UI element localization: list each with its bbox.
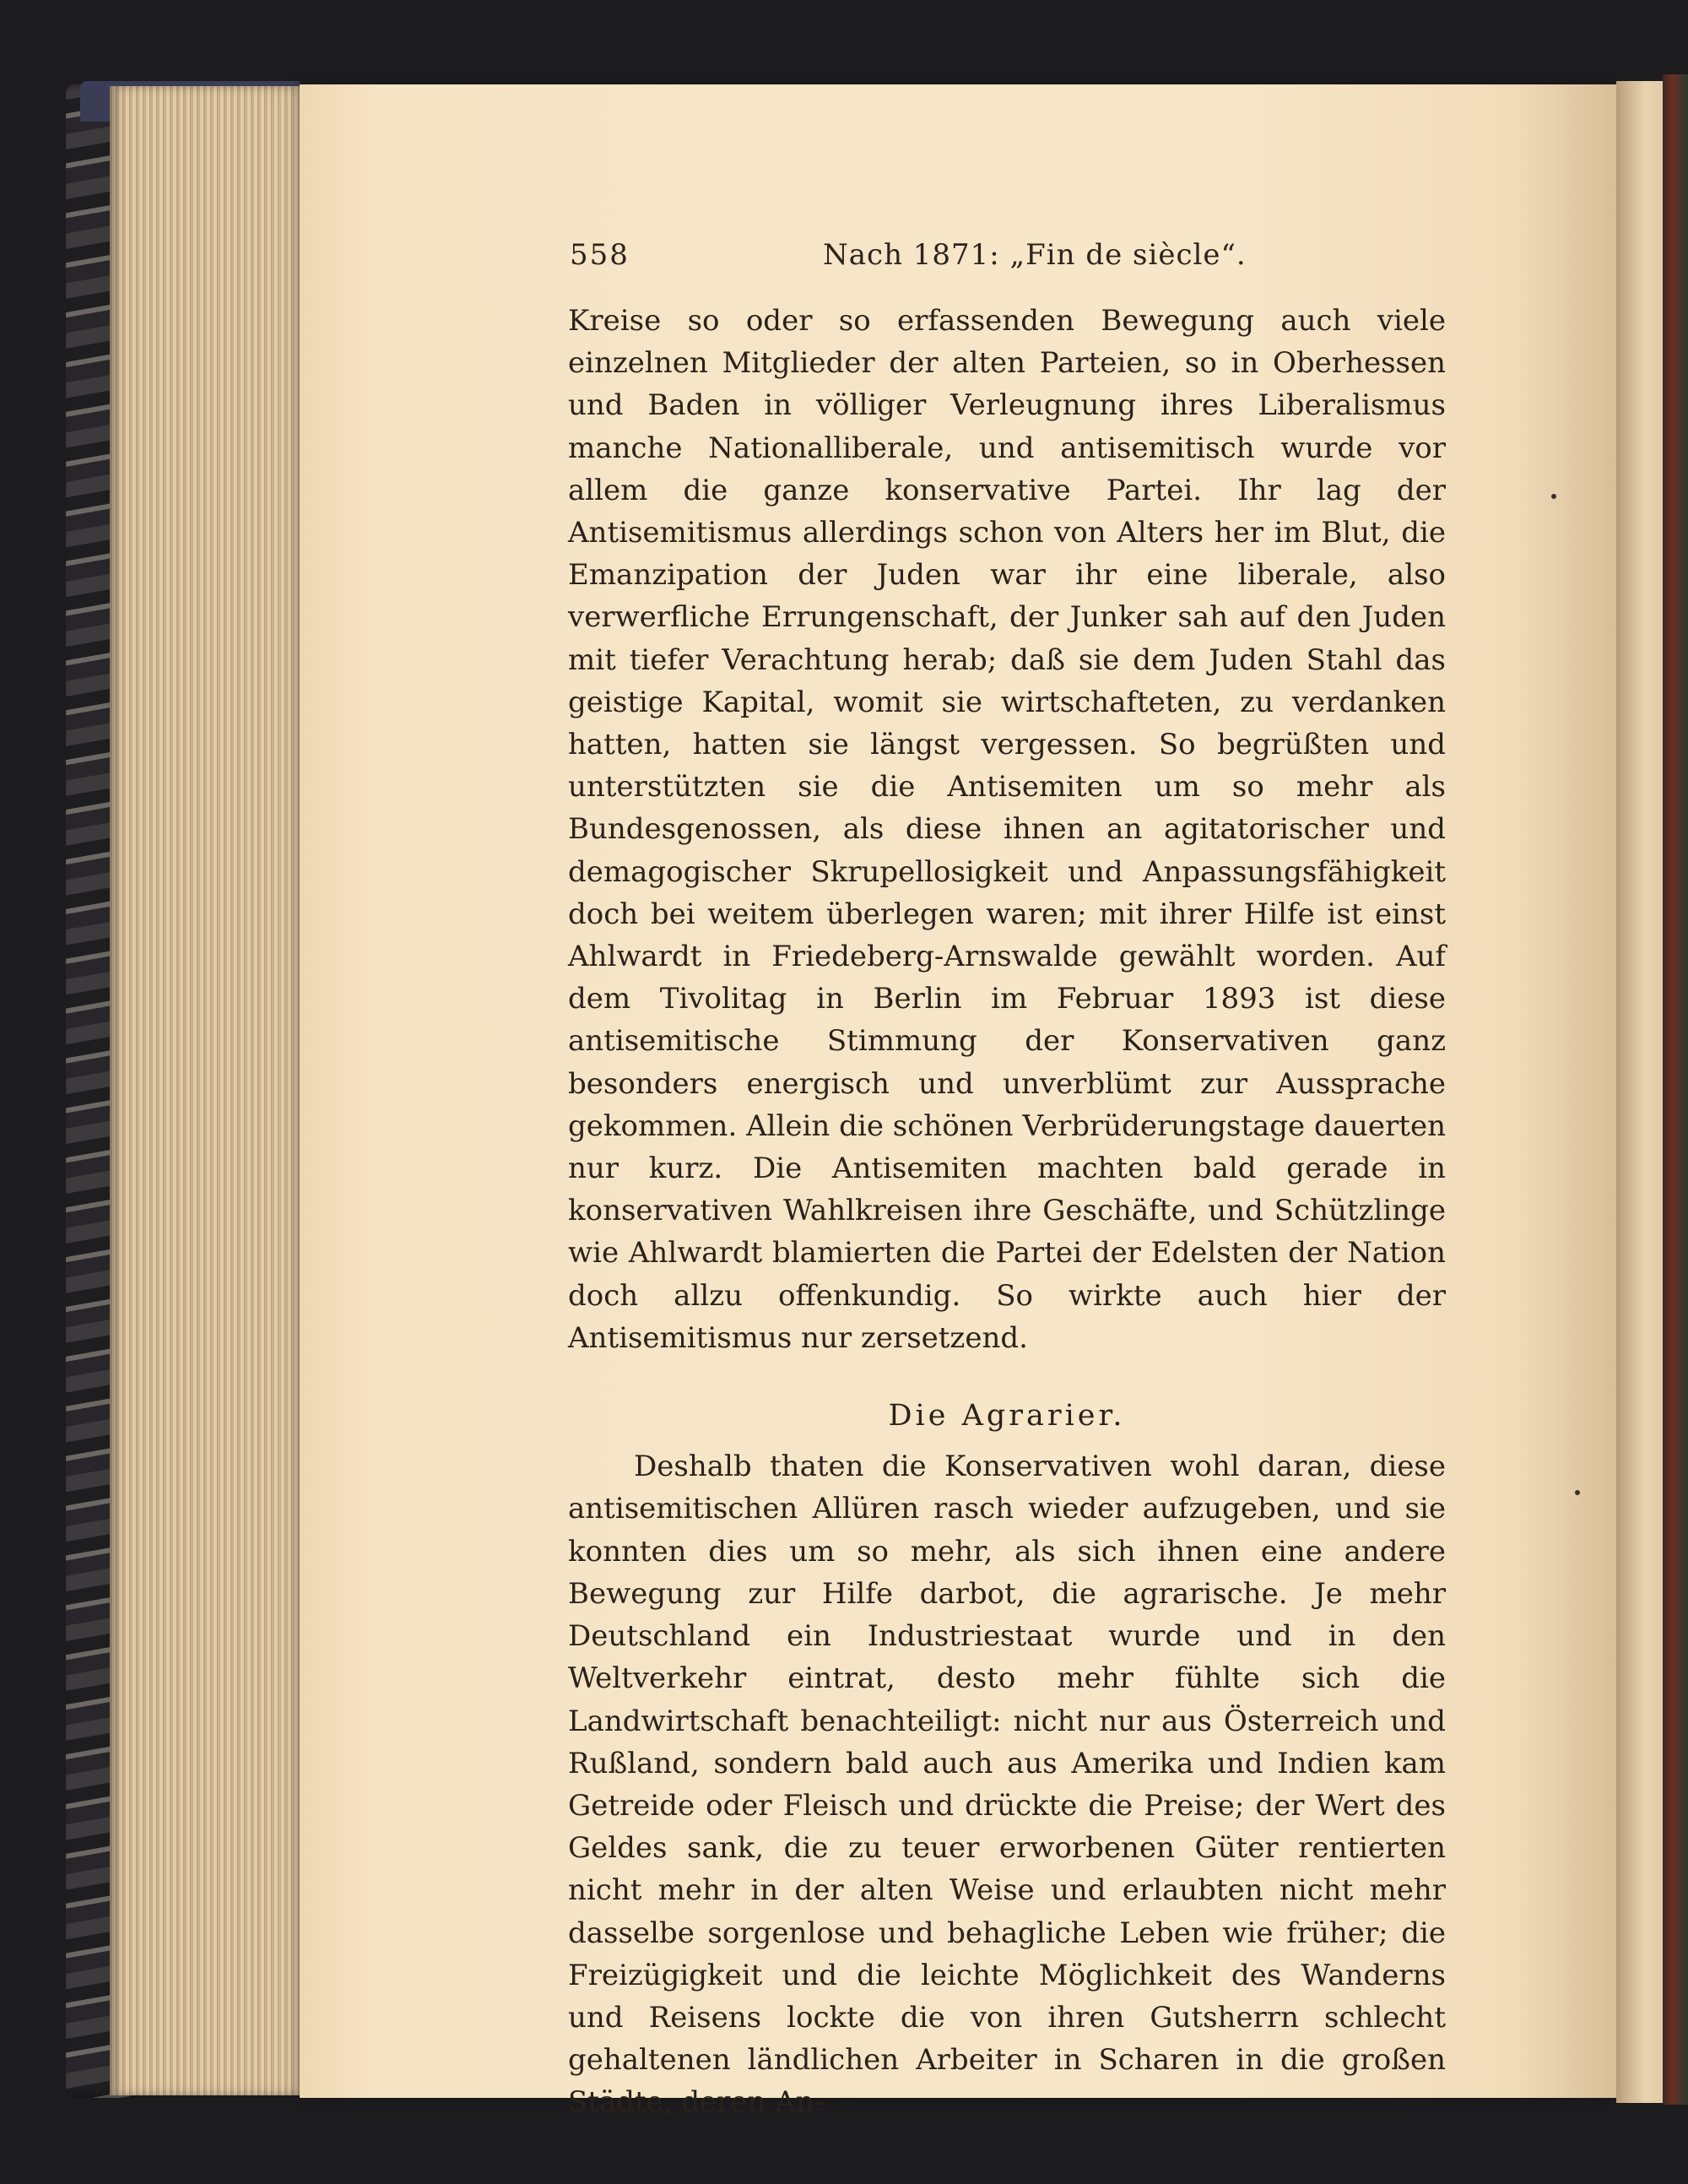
- paragraph: Kreise so oder so erfassenden Bewegung auch viele einzelnen Mitglieder der alten Parteien, so in Oberhessen und Baden in völliger Verleugnung ihres Liberalismus manche Nationalliberale, und antisemitisch wurde vor allem die ganze konservative Partei. Ihr lag der Antisemitismus allerdings schon von Alters her im Blut, die Emanzipation der Juden war ihr eine liberale, also verwerfliche Errungenschaft, der Junker sah auf den Juden mit tiefer Verachtung herab; daß sie dem Juden Stahl das geistige Kapital, womit sie wirtschafteten, zu verdanken hatten, hatten sie längst vergessen. So begrüßten und unterstützten sie die Antisemiten um so mehr als Bundesgenossen, als diese ihnen an agitatorischer und demagogischer Skrupellosigkeit und Anpassungsfähigkeit doch bei weitem überlegen waren; mit ihrer Hilfe ist einst Ahlwardt in Friedeberg-Arnswalde gewählt worden. Auf dem Tivolitag in Berlin im Februar 1893 ist diese antisemitische Stimmung der Konservativen ganz besonders energisch und unverblümt zur Aussprache gekommen. Allein die schönen Verbrüderungstage dauerten nur kurz. Die Antisemiten machten bald gerade in konservativen Wahlkreisen ihre Geschäfte, und Schützlinge wie Ahlwardt blamierten die Partei der Edelsten der Nation doch allzu offenkundig. So wirkte auch hier der Antisemitismus nur zersetzend.: [568, 304, 1446, 1355]
- paragraph: Deshalb thaten die Konservativen wohl daran, diese antisemitischen Allüren rasch wieder aufzugeben, und sie konnten dies um so mehr, als sich ihnen eine andere Bewegung zur Hilfe darbot, die agrarische. Je mehr Deutschland ein Industriestaat wurde und in den Weltverkehr eintrat, desto mehr fühlte sich die Landwirtschaft benachteiligt: nicht nur aus Österreich und Rußland, sondern bald auch aus Amerika und Indien kam Getreide oder Fleisch und drückte die Preise; der Wert des Geldes sank, die zu teuer erworbenen Güter rentierten nicht mehr in der alten Weise und erlaubten nicht mehr dasselbe sorgenlose und behagliche Leben wie früher; die Freizügigkeit und die leichte Möglichkeit des Wanderns und Reisens lockte die von ihren Gutsherrn schlecht gehaltenen ländlichen Arbeiter in Scharen in die großen Städte, deren An-: [568, 1450, 1446, 2120]
- ink-speck: [1575, 1490, 1580, 1495]
- ink-speck: [1551, 494, 1556, 499]
- book-cover-right: [1663, 74, 1688, 2105]
- section-heading: Die Agrarier.: [888, 1399, 1126, 1433]
- page-header: [570, 228, 1443, 270]
- page-body: [568, 300, 1446, 2124]
- page-edges: [110, 86, 308, 2095]
- running-title: Nach 1871: „Fin de siècle“.: [823, 238, 1247, 272]
- page-number: 558: [570, 238, 630, 272]
